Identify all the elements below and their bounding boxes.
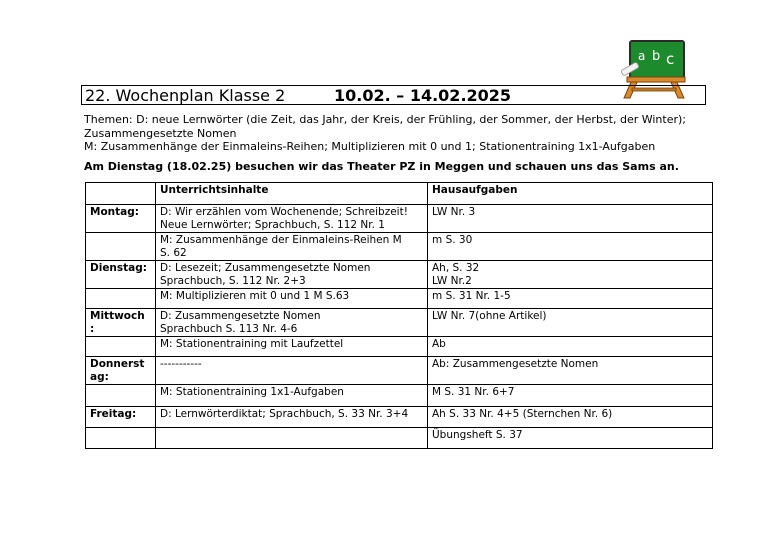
themes-line-3: M: Zusammenhänge der Einmaleins-Reihen; Multiplizieren mit 0 und 1; Stationentraining 1x1-Aufgaben bbox=[84, 140, 656, 153]
content-line: D: Wir erzählen vom Wochenende; Schreibzeit! bbox=[160, 206, 408, 218]
table-row bbox=[86, 428, 713, 449]
day-cell bbox=[86, 407, 156, 428]
homework-line: m S. 30 bbox=[432, 234, 473, 246]
table-header-row bbox=[86, 183, 713, 205]
homework-cell bbox=[428, 289, 713, 309]
content-line: D: Lernwörterdiktat; Sprachbuch, S. 33 Nr. 3+4 bbox=[160, 408, 409, 420]
day-cell bbox=[86, 337, 156, 357]
homework-line: LW Nr.2 bbox=[432, 274, 472, 287]
content-line: Sprachbuch, S. 112 Nr. 2+3 bbox=[160, 274, 306, 287]
weekly-plan-table bbox=[85, 182, 713, 449]
table-row bbox=[86, 337, 713, 357]
content-cell bbox=[156, 261, 428, 289]
day-cell bbox=[86, 357, 156, 385]
content-cell bbox=[156, 428, 428, 449]
homework-cell bbox=[428, 261, 713, 289]
theater-notice: Am Dienstag (18.02.25) besuchen wir das Theater PZ in Meggen und schauen uns das Sams an. bbox=[84, 160, 679, 173]
day-label: Montag: bbox=[90, 206, 139, 218]
day-label: ag: bbox=[90, 370, 109, 383]
svg-text:b: b bbox=[652, 49, 661, 64]
svg-text:c: c bbox=[666, 50, 675, 68]
homework-line: Ah S. 33 Nr. 4+5 (Sternchen Nr. 6) bbox=[432, 408, 613, 420]
day-cell bbox=[86, 233, 156, 261]
homework-cell bbox=[428, 337, 713, 357]
themes-line-2: Zusammengesetzte Nomen bbox=[84, 126, 237, 140]
day-label: Donnerst bbox=[90, 358, 145, 370]
homework-cell bbox=[428, 428, 713, 449]
day-cell bbox=[86, 309, 156, 337]
day-label: : bbox=[90, 322, 95, 335]
table-row bbox=[86, 309, 713, 337]
content-line: M: Stationentraining mit Laufzettel bbox=[160, 338, 344, 350]
day-cell bbox=[86, 205, 156, 233]
table-row bbox=[86, 385, 713, 407]
content-cell bbox=[156, 385, 428, 407]
content-line: D: Zusammengesetzte Nomen bbox=[160, 310, 321, 322]
content-cell bbox=[156, 407, 428, 428]
table-row bbox=[86, 407, 713, 428]
content-line: Sprachbuch S. 113 Nr. 4-6 bbox=[160, 322, 298, 335]
content-cell bbox=[156, 205, 428, 233]
page-title: 22. Wochenplan Klasse 2 bbox=[85, 86, 286, 105]
date-range: 10.02. – 14.02.2025 bbox=[334, 86, 512, 105]
homework-cell bbox=[428, 385, 713, 407]
homework-line: m S. 31 Nr. 1-5 bbox=[432, 290, 511, 302]
table-row bbox=[86, 289, 713, 309]
svg-text:a: a bbox=[638, 49, 646, 63]
header-day bbox=[86, 183, 156, 205]
title-box bbox=[81, 85, 706, 105]
content-line: ----------- bbox=[160, 358, 202, 370]
homework-cell bbox=[428, 357, 713, 385]
day-label: Mittwoch bbox=[90, 310, 145, 322]
homework-cell bbox=[428, 407, 713, 428]
header-hausaufgaben: Hausaufgaben bbox=[428, 183, 713, 205]
content-cell bbox=[156, 309, 428, 337]
homework-line: LW Nr. 7(ohne Artikel) bbox=[432, 310, 547, 322]
themes-section bbox=[84, 113, 704, 154]
homework-line: Ah, S. 32 bbox=[432, 262, 480, 274]
content-line: S. 62 bbox=[160, 246, 187, 259]
day-cell bbox=[86, 428, 156, 449]
homework-cell bbox=[428, 309, 713, 337]
content-line: M: Multiplizieren mit 0 und 1 M S.63 bbox=[160, 290, 350, 302]
content-cell bbox=[156, 233, 428, 261]
homework-cell bbox=[428, 233, 713, 261]
table-row bbox=[86, 233, 713, 261]
homework-line: LW Nr. 3 bbox=[432, 206, 476, 218]
table-row bbox=[86, 357, 713, 385]
content-cell bbox=[156, 337, 428, 357]
content-line: D: Lesezeit; Zusammengesetzte Nomen bbox=[160, 262, 371, 274]
homework-cell bbox=[428, 205, 713, 233]
day-label: Dienstag: bbox=[90, 262, 147, 274]
day-cell bbox=[86, 385, 156, 407]
content-line: M: Stationentraining 1x1-Aufgaben bbox=[160, 386, 344, 398]
homework-line: Übungsheft S. 37 bbox=[432, 429, 523, 441]
content-cell bbox=[156, 289, 428, 309]
homework-line: M S. 31 Nr. 6+7 bbox=[432, 386, 515, 398]
content-cell bbox=[156, 357, 428, 385]
homework-line: Ab bbox=[432, 338, 446, 350]
themes-line-1: Themen: D: neue Lernwörter (die Zeit, das Jahr, der Kreis, der Frühling, der Sommer, der Herbst, der Winter); bbox=[84, 113, 687, 126]
table-row bbox=[86, 205, 713, 233]
day-cell bbox=[86, 261, 156, 289]
content-line: Neue Lernwörter; Sprachbuch, S. 112 Nr. 1 bbox=[160, 218, 385, 231]
header-unterrichtsinhalte: Unterrichtsinhalte bbox=[156, 183, 428, 205]
homework-line: Ab: Zusammengesetzte Nomen bbox=[432, 358, 599, 370]
day-label: Freitag: bbox=[90, 408, 137, 420]
day-cell bbox=[86, 289, 156, 309]
table-row bbox=[86, 261, 713, 289]
content-line: M: Zusammenhänge der Einmaleins-Reihen M bbox=[160, 234, 402, 246]
